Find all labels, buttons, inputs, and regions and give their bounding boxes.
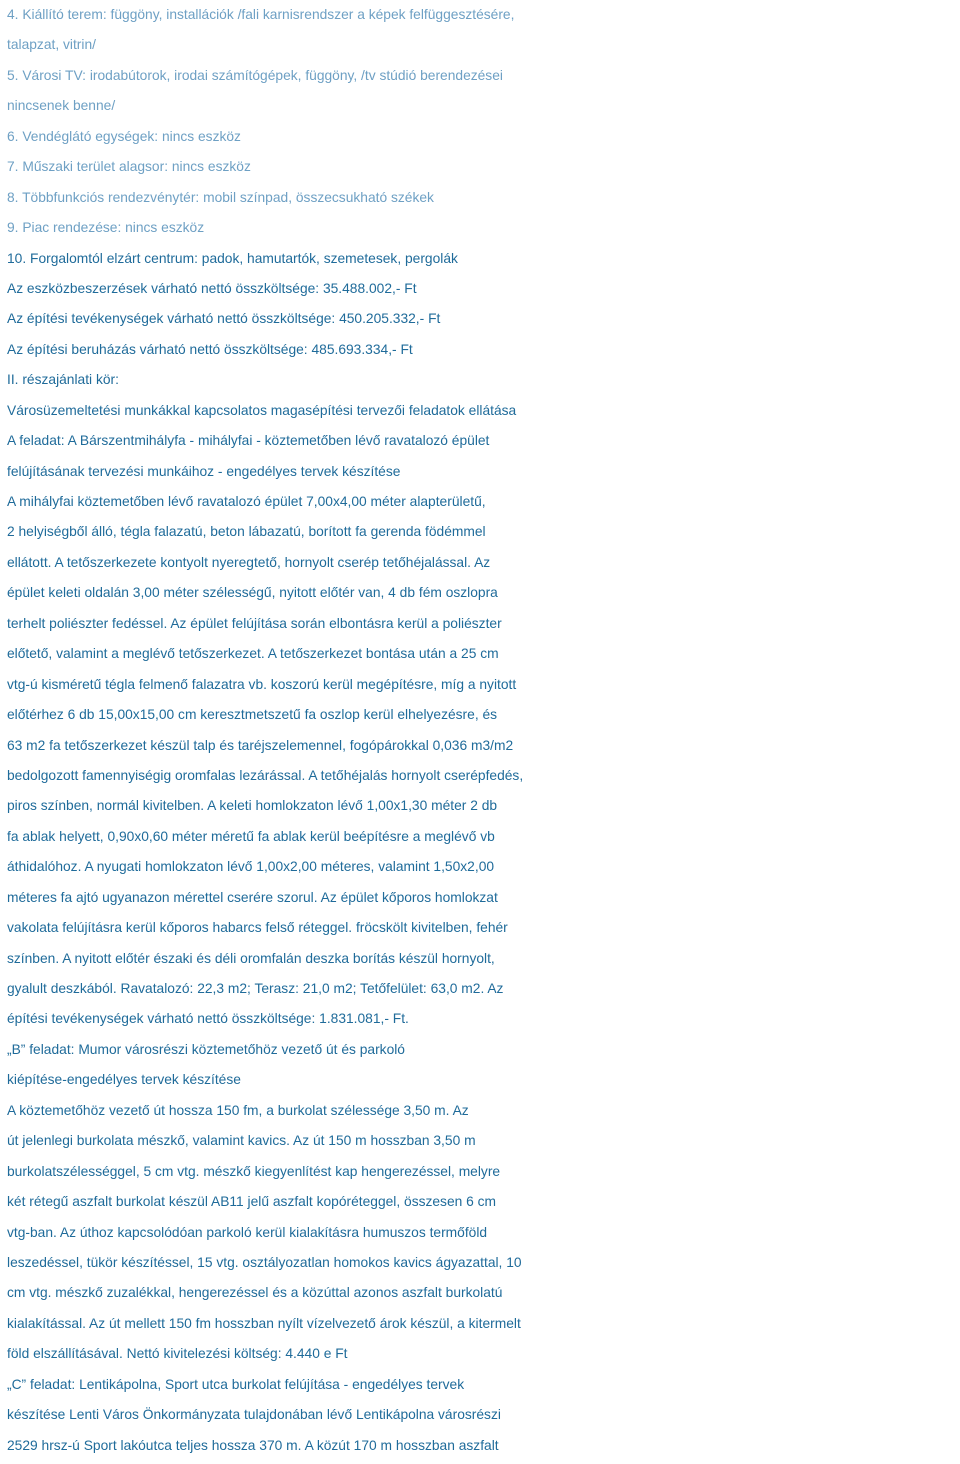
text-line: ellátott. A tetőszerkezete kontyolt nyeregtető, hornyolt cserép tetőhéjalással. Az	[7, 554, 491, 570]
text-line: nincsenek benne/	[7, 98, 116, 114]
text-line: 9. Piac rendezése: nincs eszköz	[7, 220, 205, 236]
text-line: burkolatszélességgel, 5 cm vtg. mészkő kiegyenlítést kap hengerezéssel, melyre	[7, 1163, 501, 1179]
text-line: 5. Városi TV: irodabútorok, irodai számítógépek, függöny, /tv stúdió berendezései	[7, 67, 503, 83]
text-line: épület keleti oldalán 3,00 méter szélességű, nyitott előtér van, 4 db fém oszlopra	[7, 585, 498, 601]
text-line: előtérhez 6 db 15,00x15,00 cm keresztmetszetű fa oszlop kerül elhelyezésre, és	[7, 707, 498, 723]
text-line: Az építési tevékenységek várható nettó összköltsége: 450.205.332,- Ft	[7, 311, 441, 327]
text-line: méteres fa ajtó ugyanazon mérettel cserére szorul. Az épület kőporos homlokzat	[7, 889, 498, 905]
text-line: 4. Kiállító terem: függöny, installációk /fali karnisrendszer a képek felfüggesztésére,	[7, 7, 515, 22]
text-line: vtg-ú kisméretű tégla felmenő falazatra vb. koszorú kerül megépítésre, míg a nyitott	[7, 676, 517, 692]
text-line: fa ablak helyett, 0,90x0,60 méter méretű fa ablak kerül beépítésre a meglévő vb	[7, 828, 495, 844]
text-line: színben. A nyitott előtér északi és déli oromfalán deszka borítás készül hornyolt,	[7, 950, 495, 966]
text-line: „B” feladat: Mumor városrészi köztemetőhöz vezető út és parkoló	[7, 1041, 405, 1057]
text-line: talapzat, vitrin/	[7, 37, 96, 53]
text-line: út jelenlegi burkolata mészkő, valamint kavics. Az út 150 m hosszban 3,50 m	[7, 1133, 476, 1149]
text-line: 63 m2 fa tetőszerkezet készül talp és taréjszelemennel, fogópárokkal 0,036 m3/m2	[7, 737, 514, 753]
text-line: 7. Műszaki terület alagsor: nincs eszköz	[7, 159, 251, 175]
text-line: Az építési beruházás várható nettó összköltsége: 485.693.334,- Ft	[7, 341, 413, 357]
text-line: építési tevékenységek várható nettó összköltsége: 1.831.081,- Ft.	[7, 1011, 409, 1027]
text-line: 2 helyiségből álló, tégla falazatú, beton lábazatú, borított fa gerenda födémmel	[7, 524, 486, 540]
text-line: A mihályfai köztemetőben lévő ravatalozó épület 7,00x4,00 méter alapterületű,	[7, 494, 486, 509]
text-line: Városüzemeltetési munkákkal kapcsolatos magasépítési tervezői feladatok ellátása	[7, 402, 517, 418]
text-line: „C” feladat: Lentikápolna, Sport utca burkolat felújítása - engedélyes tervek	[7, 1376, 465, 1392]
text-line: A feladat: A Bárszentmihályfa - mihályfai - köztemetőben lévő ravatalozó épület	[7, 433, 490, 449]
text-line: A köztemetőhöz vezető út hossza 150 fm, a burkolat szélessége 3,50 m. Az	[7, 1102, 469, 1118]
text-line: vakolata felújításra kerül kőporos habarcs felső réteggel. fröcskölt kivitelben, fehér	[7, 920, 508, 936]
text-line: 8. Többfunkciós rendezvénytér: mobil színpad, összecsukható székek	[7, 189, 434, 205]
text-line: áthidalóhoz. A nyugati homlokzaton lévő 1,00x2,00 méteres, valamint 1,50x2,00	[7, 859, 495, 875]
text-line: kialakítással. Az út mellett 150 fm hosszban nyílt vízelvezető árok készül, a kitermelt	[7, 1315, 521, 1331]
text-line: föld elszállításával. Nettó kivitelezési költség: 4.440 e Ft	[7, 1346, 348, 1362]
document-page	[7, 0, 957, 1461]
text-line: két rétegű aszfalt burkolat készül AB11 jelű aszfalt kopóréteggel, összesen 6 cm	[7, 1194, 497, 1210]
text-line: kiépítése-engedélyes tervek készítése	[7, 1072, 241, 1088]
text-line: II. részajánlati kör:	[7, 372, 119, 388]
text-line: leszedéssel, tükör készítéssel, 15 vtg. osztályozatlan homokos kavics ágyazattal, 10	[7, 1254, 522, 1270]
text-line: piros színben, normál kivitelben. A keleti homlokzaton lévő 1,00x1,30 méter 2 db	[7, 798, 498, 814]
text-line: vtg-ban. Az úthoz kapcsolódóan parkoló kerül kialakításra humuszos termőföld	[7, 1224, 488, 1240]
text-line: 2529 hrsz-ú Sport lakóutca teljes hossza 370 m. A közút 170 m hosszban aszfalt	[7, 1437, 499, 1453]
text-line: terhelt poliészter fedéssel. Az épület felújítása során elbontásra kerül a poliészter	[7, 615, 502, 631]
text-line: gyalult deszkából. Ravatalozó: 22,3 m2; Terasz: 21,0 m2; Tetőfelület: 63,0 m2. Az	[7, 981, 504, 996]
text-line: 10. Forgalomtól elzárt centrum: padok, hamutartók, szemetesek, pergolák	[7, 250, 458, 266]
text-line: előtető, valamint a meglévő tetőszerkezet. A tetőszerkezet bontása után a 25 cm	[7, 646, 499, 662]
text-line: bedolgozott famennyiségig oromfalas lezárással. A tetőhéjalás hornyolt cserépfedés,	[7, 767, 524, 783]
text-line: készítése Lenti Város Önkormányzata tulajdonában lévő Lentikápolna városrészi	[7, 1407, 501, 1423]
text-line: 6. Vendéglátó egységek: nincs eszköz	[7, 128, 241, 144]
text-line: felújításának tervezési munkáihoz - engedélyes tervek készítése	[7, 463, 401, 479]
text-line: cm vtg. mészkő zuzalékkal, hengerezéssel és a közúttal azonos aszfalt burkolatú	[7, 1285, 503, 1301]
text-line: Az eszközbeszerzések várható nettó összköltsége: 35.488.002,- Ft	[7, 280, 417, 296]
